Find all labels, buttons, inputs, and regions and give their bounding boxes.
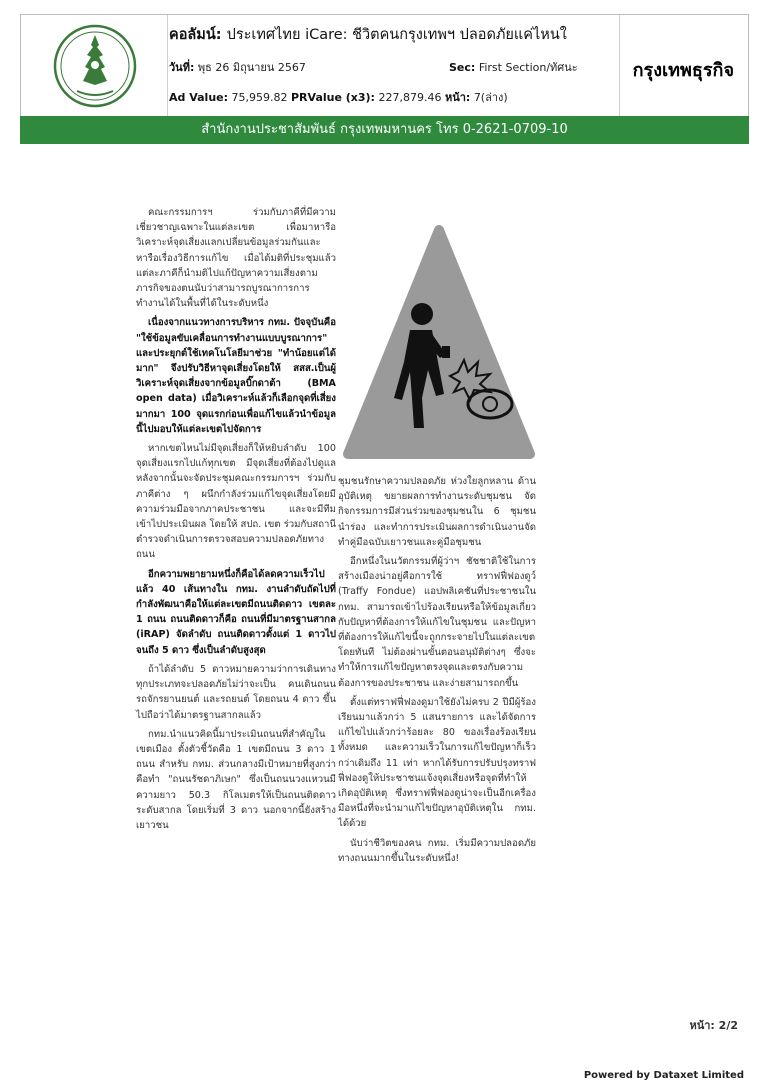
article-paragraph: อีกความพยายามหนึ่งก็คือได้ลดความเร็วไปแล้ว 40 เส้นทางใน กทม. งานลำดับถัดไปที่กำลังพัฒนาคือให้แต่ละเขตมีถนนติดดาว เขตละ 1 ถนน ถนนติดดาวก็คือ ถนนที่มีมาตรฐานสากล (iRAP) จัดลำดับ ถนนติดดาวตั้งแต่ 1 ดาวไปจนถึง 5 ดาว ซึ่งเป็นลำดับสูงสุด bbox=[136, 568, 336, 656]
article-paragraph: กทม.นำแนวคิดนี้มาประเมินถนนที่สำคัญในเขตเมือง ตั้งตัวชี้วัดคือ 1 เขตมีถนน 3 ดาว 1 ถนน สำหรับ กทม. ส่วนกลางมีเป้าหมายที่สูงกว่าคือทำ "ถนนรัชดาภิเษก" ซึ่งเป็นถนนวงแหวนมีความยาว 50.3 กิโลเมตรให้เป็นถนนติดดาวระดับสากล โดยเริ่มที่ 3 ดาว นอกจากนี้ยังสร้างเยาวชน bbox=[136, 728, 336, 831]
pedestrian-warning-sign-icon bbox=[340, 222, 538, 467]
value-row: Ad Value: 75,959.82 PRValue (x3): 227,879.46 หน้า: 7(ล่าง) bbox=[169, 91, 508, 104]
article-paragraph: อีกหนึ่งในนวัตกรรมที่ผู้ว่าฯ ชัชชาติใช้ในการสร้างเมืองน่าอยู่คือการใช้ ทราฟฟี่ฟองดูว์ (Traffy Fondue) แอปพลิเคชันที่ประชาชนใน กทม. สามารถเข้าไปร้องเรียนหรือให้ข้อมูลเกี่ยวกับปัญหาที่ต้องการให้แก้ไขในชุมชน และปัญหาที่ต้องการให้แก้ไขนี้จะถูกกระจายไปในแต่ละเขตโดยทันที ไม่ต้องผ่านขั้นตอนอนุมัติต่างๆ ซึ่งจะทำให้การแก้ไขปัญหาตรงจุดและตรงกับความต้องการของประชาชน และง่ายสามารถกขึ้น bbox=[338, 556, 536, 689]
contact-banner: สำนักงานประชาสัมพันธ์ กรุงเทพมหานคร โทร 0-2621-0709-10 bbox=[20, 116, 749, 144]
article-paragraph: คณะกรรมการฯ ร่วมกับภาคีที่มีความเชี่ยวชาญเฉพาะในแต่ละเขต เพื่อมาหารือ วิเคราะห์จุดเสี่ยงแลกเปลี่ยนข้อมูลร่วมกันและหารือเรื่องวิธีการแก้ไข เมื่อได้มติที่ประชุมแล้ว แต่ละภาคีก็นำมติไปแก้ปัญหาความเสี่ยงตามภารกิจของตนนับว่าสามารถบูรณาการการทำงานได้ในพื้นที่ได้ในระดับหนึ่ง bbox=[136, 207, 336, 310]
publication-name: กรุงเทพธุรกิจ bbox=[632, 60, 734, 81]
bma-seal-icon bbox=[47, 21, 143, 111]
page-number: หน้า: 2/2 bbox=[689, 1019, 738, 1032]
article-paragraph: ชุมชนรักษาความปลอดภัย ห่วงใยลูกหลาน ด้านอุบัติเหตุ ขยายผลการทำงานระดับชุมชน จัดกิจกรรมการมีส่วนร่วมของชุมชนใน 6 ชุมชนนำร่อง และทำการประเมินผลการดำเนินงานจัดทำคู่มือฉบับเยาวชนและคู่มือชุมชน bbox=[338, 476, 536, 548]
article-paragraph: ถ้าได้ลำดับ 5 ดาวหมายความว่าการเดินทางทุกประเภทจะปลอดภัยไม่ว่าจะเป็น คนเดินถนน รถจักรยานยนต์ และรถยนต์ โดยถนน 4 ดาว ขึ้นไปถือว่าได้มาตรฐานสากลแล้ว bbox=[136, 663, 336, 721]
article-paragraph: ตั้งแต่ทราฟฟี่ฟองดูมาใช้ยังไม่ครบ 2 ปีมีผู้ร้องเรียนมาแล้วกว่า 5 แสนรายการ และได้จัดการแก้ไขไปแล้วกว่าร้อยละ 80 ของเรื่องร้องเรียนทั้งหมด และความเร็วในการแก้ไขปัญหาก็เร็วกว่าเดิมถึง 11 เท่า หากได้รับการปรับปรุงทราฟฟี่ฟองดูให้ประชาชนแจ้งจุดเสี่ยงหรือจุดที่ทำให้เกิดอุบัติเหตุ ซึ่งทราฟฟี่ฟองดูน่าจะเป็นอีกเครื่องมือหนึ่งที่จะนำมาแก้ไขปัญหาอุบัติเหตุใน กทม. ได้ด้วย bbox=[338, 696, 536, 830]
date-row: วันที่: พุธ 26 มิถุนายน 2567 Sec: First Section/ทัศนะ bbox=[169, 61, 578, 74]
footer-credit: Powered by Dataxet Limited bbox=[583, 1070, 744, 1081]
column-title: คอลัมน์: ประเทศไทย iCare: ชีวิตคนกรุงเทพฯ ปลอดภัยแค่ไหนใ bbox=[169, 27, 567, 43]
article-paragraph: นับว่าชีวิตของคน กทม. เริ่มมีความปลอดภัยทางถนนมากขึ้นในระดับหนึ่ง! bbox=[338, 837, 536, 864]
article-column-1 bbox=[136, 205, 336, 837]
article-paragraph: หากเขตไหนไม่มีจุดเสี่ยงก็ให้หยิบลำดับ 100 จุดเสี่ยงแรกไปแก้ทุกเขต มีจุดเสี่ยงที่ต้องไปดูแล หลังจากนั้นจะจัดประชุมคณะกรรมการฯ ร่วมกับภาคีต่าง ๆ ผนึกกำลังร่วมแก้ไขจุดเสี่ยงโดยมีความร่วมมือจากภาคประชาชน และจะมีทีมเข้าไปประเมินผล โดยให้ สปถ. เขต ร่วมกับสถานีตำรวจดำเนินการตรวจสอบความปลอดภัยทางถนน bbox=[136, 443, 336, 561]
document-header bbox=[20, 14, 749, 118]
article-column-2 bbox=[338, 474, 536, 870]
article-paragraph: เนื่องจากแนวทางการบริหาร กทม. ปัจจุบันคือ "ใช้ข้อมูลขับเคลื่อนการทำงานแบบบูรณาการ" และประยุกต์ใช้เทคโนโลยีมาช่วย "ทำน้อยแต่ได้มาก" จึงปรับวิธีหาจุดเสี่ยงโดยให้ สสส.เป็นผู้วิเคราะห์จุดเสี่ยงจากข้อมูลบิ๊กดาต้า (BMA open data) เมื่อวิเคราะห์แล้วก็เลือกจุดที่เสี่ยงมากมา 100 จุดแรกก่อนเพื่อแก้ไขแล้วนำข้อมูลนี้ไปมอบให้แต่ละเขตไปจัดการ bbox=[136, 317, 336, 435]
